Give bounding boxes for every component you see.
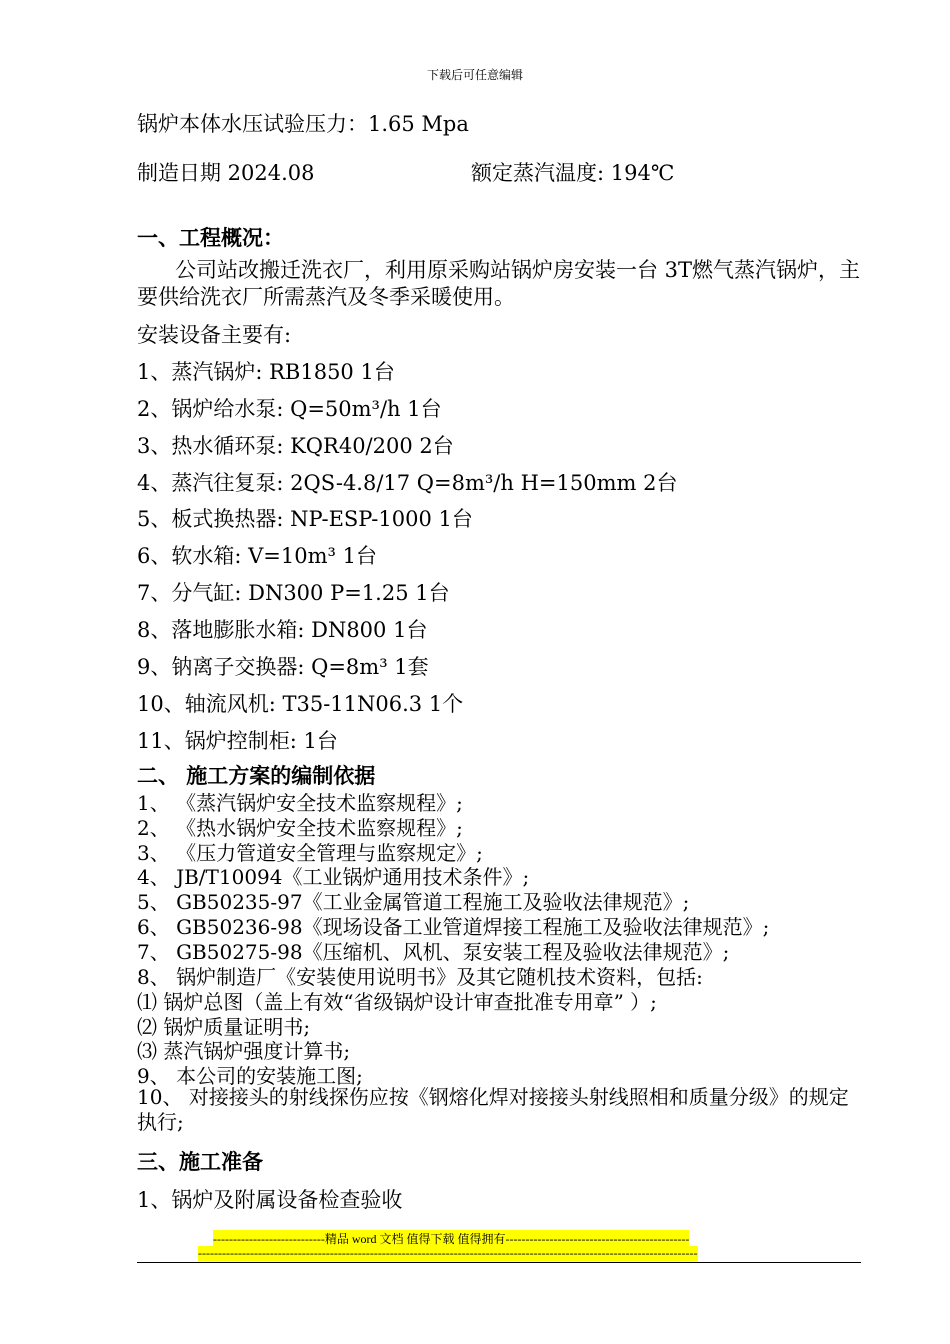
basis-item: 6、 GB50236-98《现场设备工业管道焊接工程施工及验收法律规范》; [137, 915, 770, 939]
section1-subtitle: 安装设备主要有: [137, 323, 292, 347]
equipment-item: 1、蒸汽锅炉: RB1850 1台 [137, 360, 395, 384]
basis-item: 5、 GB50235-97《工业金属管道工程施工及验收法律规范》; [137, 890, 690, 914]
basis-item: ⑶ 蒸汽锅炉强度计算书; [137, 1039, 351, 1063]
section2-title: 二、 施工方案的编制依据 [137, 764, 376, 788]
equipment-item: 2、锅炉给水泵: Q=50m³/h 1台 [137, 397, 442, 421]
basis-item: 9、 本公司的安装施工图; [137, 1064, 363, 1088]
equipment-item: 4、蒸汽往复泵: 2QS-4.8/17 Q=8m³/h H=150mm 2台 [137, 471, 678, 495]
equipment-item: 10、轴流风机: T35-11N06.3 1个 [137, 692, 464, 716]
basis-item-10: 10、 对接接头的射线探伤应按《钢熔化焊对接接头射线照相和质量分级》的规定执行; [137, 1085, 849, 1134]
equipment-item: 8、落地膨胀水箱: DN800 1台 [137, 618, 428, 642]
section1-title: 一、工程概况： [137, 226, 284, 250]
manufacture-date: 制造日期 2024.08 [137, 161, 315, 185]
basis-item: 4、 JB/T10094《工业锅炉通用技术条件》; [137, 865, 530, 889]
section1-intro: 公司站改搬迁洗衣厂，利用原采购站锅炉房安装一台 3T燃气蒸汽锅炉，主要供给洗衣厂所需蒸汽及冬季采暖使用。 [137, 258, 861, 309]
equipment-item: 3、热水循环泵: KQR40/200 2台 [137, 434, 454, 458]
basis-item: ⑵ 锅炉质量证明书; [137, 1015, 311, 1039]
pressure-line: 锅炉本体水压试验压力：1.65 Mpa [137, 112, 469, 136]
equipment-item: 11、锅炉控制柜: 1台 [137, 729, 338, 753]
rated-temperature: 额定蒸汽温度: 194℃ [471, 161, 675, 185]
basis-item: 8、 锅炉制造厂《安装使用说明书》及其它随机技术资料，包括: [137, 965, 703, 989]
prep-item: 1、锅炉及附属设备检查验收 [137, 1188, 403, 1212]
equipment-item: 7、分气缸: DN300 P=1.25 1台 [137, 581, 450, 605]
basis-item: 7、 GB50275-98《压缩机、风机、泵安装工程及验收法律规范》; [137, 940, 730, 964]
basis-item: ⑴ 锅炉总图（盖上有效“省级锅炉设计审查批准专用章” ）; [137, 990, 657, 1014]
equipment-item: 5、板式换热器: NP-ESP-1000 1台 [137, 507, 473, 531]
footer-rule [137, 1262, 861, 1263]
equipment-item: 9、钠离子交换器: Q=8m³ 1套 [137, 655, 429, 679]
footer-banner-line2: ----------------------------------------------------------------------------------------------------------------------------- [198, 1246, 698, 1260]
basis-item: 2、 《热水锅炉安全技术监察规程》; [137, 816, 463, 840]
basis-item: 3、 《压力管道安全管理与监察规定》; [137, 841, 483, 865]
basis-item: 1、 《蒸汽锅炉安全技术监察规程》; [137, 791, 463, 815]
equipment-item: 6、软水箱: V=10m³ 1台 [137, 544, 377, 568]
section3-title: 三、施工准备 [137, 1150, 263, 1174]
header-note: 下载后可任意编辑 [426, 68, 523, 82]
footer-banner-line1: ----------------------------精品 word 文档 值得下载 值得拥有---------------------------------------------- [213, 1232, 690, 1246]
